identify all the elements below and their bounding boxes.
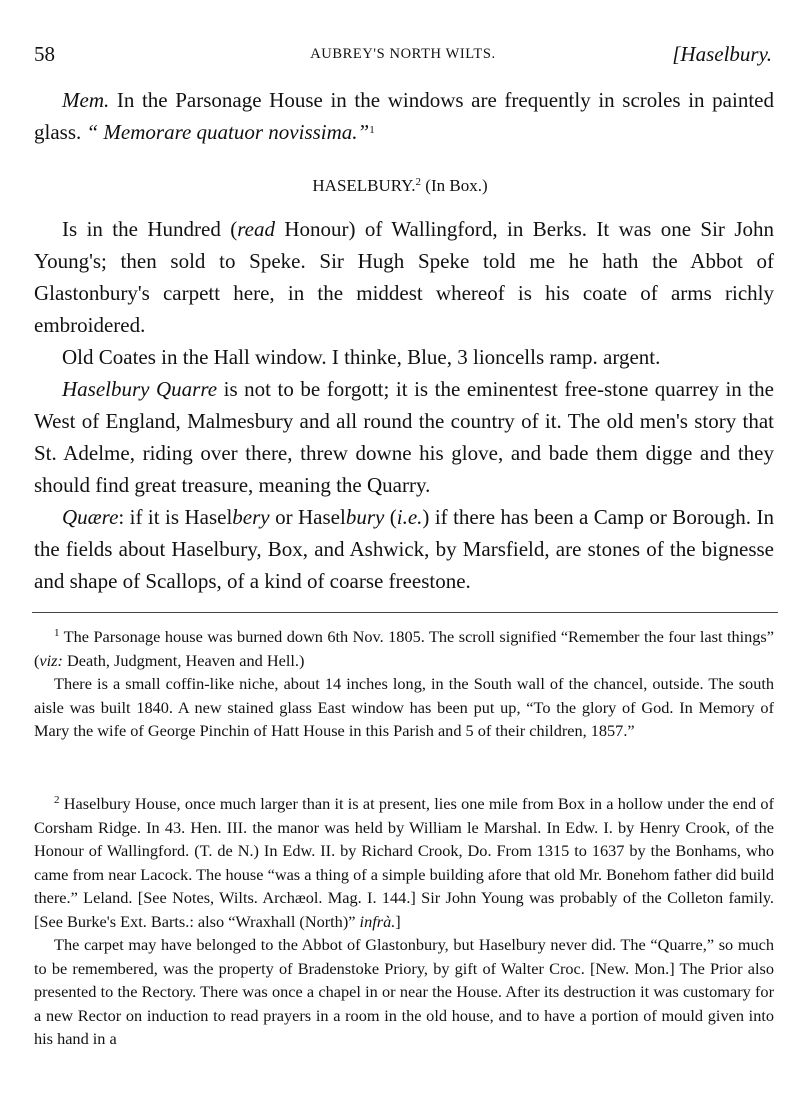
paragraph-2: Old Coates in the Hall window. I thinke, Blue, 3 lioncells ramp. argent.: [62, 345, 661, 369]
footnote-1-number: 1: [54, 627, 60, 639]
mem-quote: “ Memorare quatuor novissima.”: [86, 120, 370, 144]
quarre-term: Haselbury Quarre: [62, 377, 218, 401]
footnote-2-para-2: The carpet may have belonged to the Abbot of Glastonbury, but Haselbury never did. The “Quarre,” so much to be remembered, was the property of Bradenstoke Priory, by gift of Walter Croc. [New. Mon.] The Prior also presented to the Rectory. There was once a chapel in or near the House. After its destruction it was customary for a new Rector on induction to read prayers in a room in the old house, and to have a portion of mould given into his hand in a: [34, 935, 774, 1048]
mem-paragraph: [34, 84, 774, 148]
footnote-2: $^2$ Haselbury House, once much larger than it is at present, lies one mile from Box in a hollow under the end of Corsham Ridge. In 43. Hen. III. the manor was held by William le Marshal. In Edw. I. by Henry Crook, of the Honour of Wallingford. (T. de N.) In Edw. II. by Richard Crook, Do. From 1315 to 1637 by the Bonhams, who came from near Lacock. The house “was a thing of a simple building afore that old Mr. Bonehom father did build there.” Leland. [See Notes, Wilts. Archæol. Mag. I. 144.] Sir John Young was probably of the Colleton family. [See Burke's Ext. Barts.: also “Wraxhall (North)” infrà.] The carpet may have belonged to the Abbot of Glastonbury, but Haselbury never did. The “Quarre,” so much to be remembered, was the property of Bradenstoke Priory, by gift of Walter Croc. [New. Mon.] The Prior also presented to the Rectory. There was once a chapel in or near the House. After its destruction it was customary for a new Rector on induction to read prayers in a room in the old house, and to have a portion of mould given into his hand in a: [34, 792, 774, 1051]
footnote-divider: [32, 612, 778, 613]
heading-title: HASELBURY.: [312, 176, 416, 195]
footnote-ref-1: 1: [369, 124, 375, 136]
footnote-ref-2: 2: [415, 176, 422, 188]
heading-subtitle: (In Box.): [425, 176, 488, 195]
paragraph-4: Quære: if it is Haselbery or Haselbury (i.e.) if there has been a Camp or Borough. In the fields about Haselbury, Box, and Ashwick, by Marsfield, are stones of the bignesse and shape of Scallops, of a kind of coarse freestone.: [34, 505, 774, 593]
running-title: AUBREY'S NORTH WILTS.: [310, 46, 496, 62]
footnote-1: $^1$ The Parsonage house was burned down 6th Nov. 1805. The scroll signified “Remember the four last things” (viz: Death, Judgment, Heaven and Hell.) There is a small coffin-like niche, about 14 inches long, in the South wall of the chancel, outside. The south aisle was built 1840. A new stained glass East window has been put up, “To the glory of God. In Memory of Mary the wife of George Pinchin of Hatt House in this Parish and 5 of their children, 1857.”: [34, 625, 774, 743]
mem-text: In the Parsonage House in the windows are frequently in scroles in painted glass.: [34, 88, 774, 144]
footnote-2-number: 2: [54, 794, 60, 806]
page-number: 58: [34, 42, 55, 66]
section-title: [Haselbury.: [672, 42, 772, 66]
section-heading: [0, 176, 800, 196]
footnote-1-para-2: There is a small coffin-like niche, about 14 inches long, in the South wall of the chancel, outside. The south aisle was built 1840. A new stained glass East window has been put up, “To the glory of God. In Memory of Mary the wife of George Pinchin of Hatt House in this Parish and 5 of their children, 1857.”: [34, 674, 774, 740]
paragraph-3: Haselbury Quarre is not to be forgott; it is the eminentest free-stone quarrey in the West of England, Malmesbury and all round the country of it. The old men's story that St. Adelme, riding over there, threw downe his glove, and bade them digge and they should find great treasure, meaning the Quarry.: [34, 377, 774, 497]
paragraph-1: Is in the Hundred (read Honour) of Wallingford, in Berks. It was one Sir John Young's; then sold to Speke. Sir Hugh Speke told me he hath the Abbot of Glastonbury's carpett here, in the middest whereof is his coate of arms richly embroidered.: [34, 217, 774, 337]
mem-label: Mem.: [62, 88, 110, 112]
running-header: [34, 42, 772, 72]
body-text: [34, 213, 774, 597]
